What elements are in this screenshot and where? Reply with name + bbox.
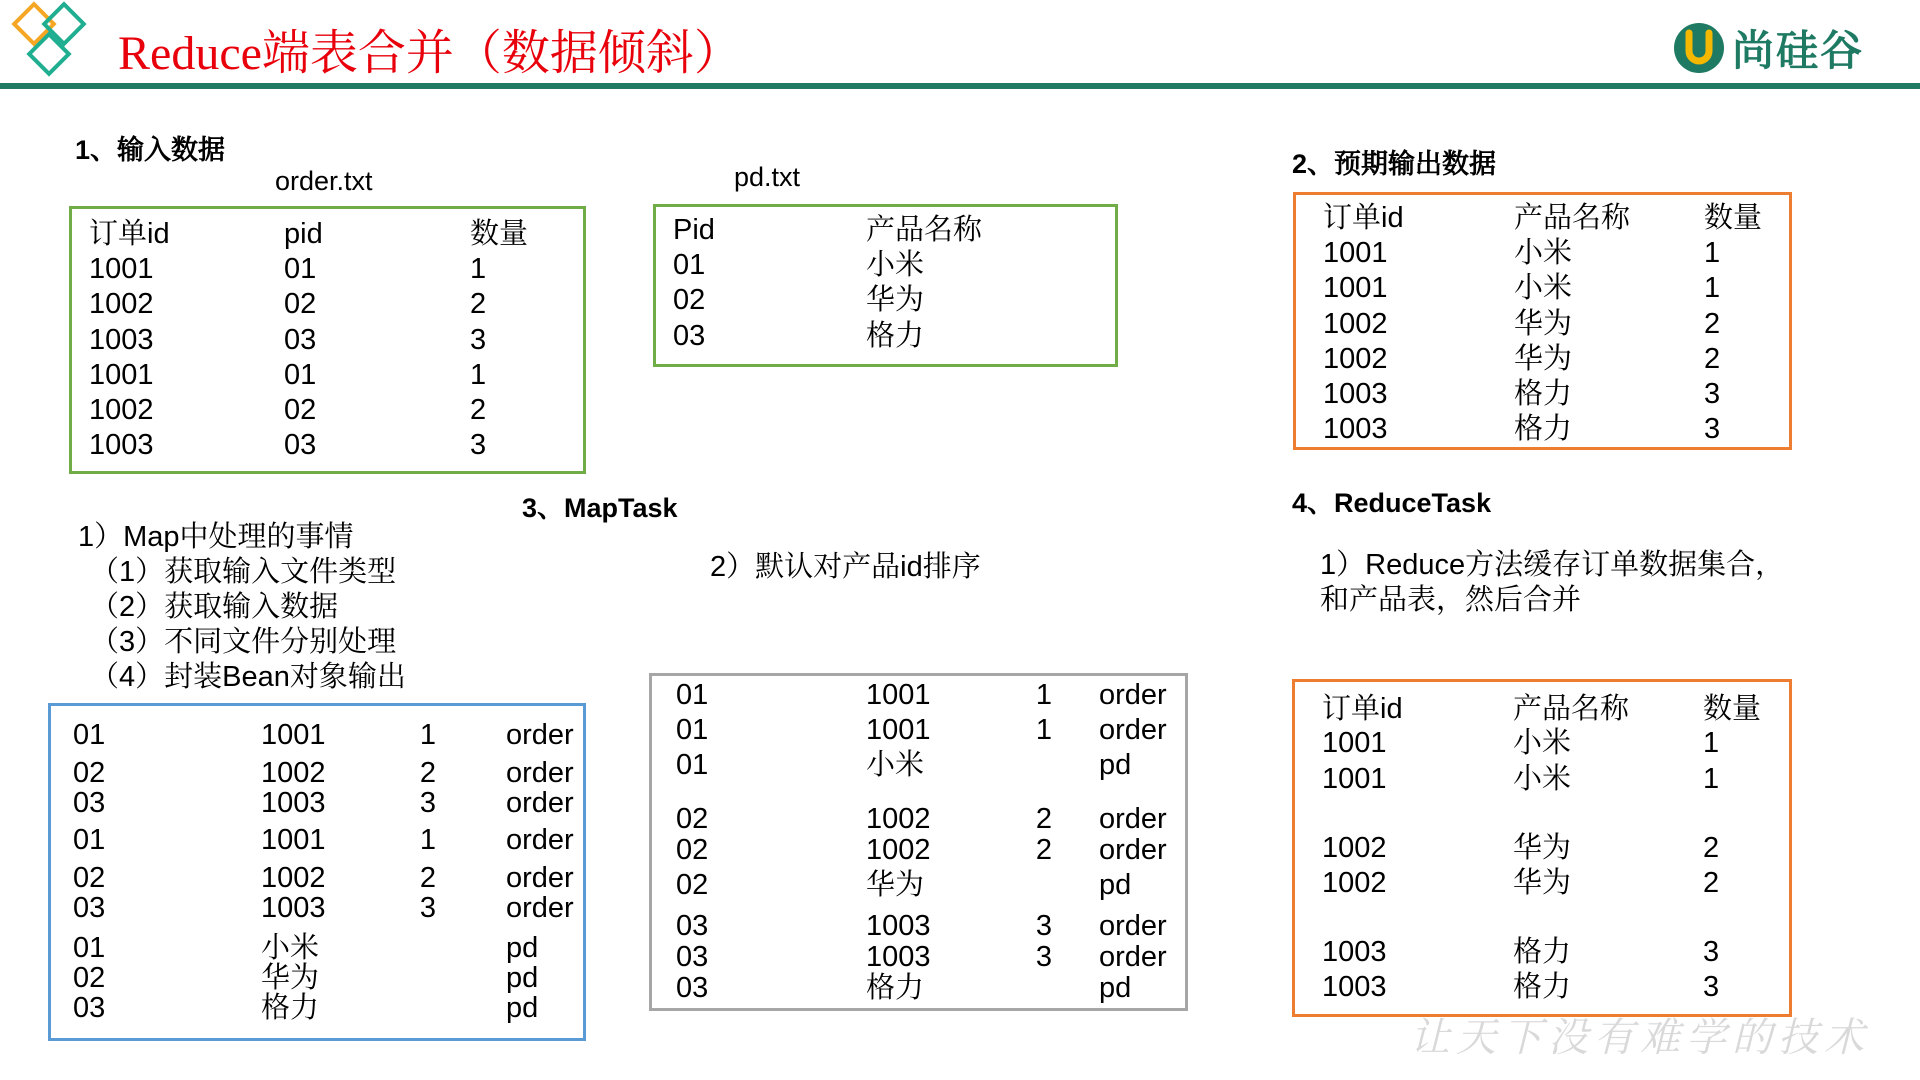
pd-cell-r2-c0: 02 bbox=[673, 284, 706, 317]
sorted-cell-r3-c2: 2 bbox=[1035, 803, 1052, 835]
map-out-cell-r4-c2: 2 bbox=[419, 862, 436, 894]
order-cell-r2-c1: 02 bbox=[284, 288, 317, 321]
map-out-cell-r6-c3: pd bbox=[506, 932, 539, 964]
sorted-cell-r4-c0: 02 bbox=[676, 834, 709, 866]
reduce-cell-r4-c2: 2 bbox=[1703, 867, 1720, 899]
sorted-cell-r0-c3: order bbox=[1099, 679, 1167, 711]
map-out-cell-r5-c3: order bbox=[506, 892, 574, 924]
order-cell-r2-c0: 1002 bbox=[89, 288, 154, 321]
reduce-cell-r1-c1: 小米 bbox=[1513, 727, 1572, 759]
map-output-table bbox=[48, 703, 586, 1041]
reduce-cell-r0-c0: 订单id bbox=[1322, 693, 1403, 725]
expected-cell-r2-c1: 小米 bbox=[1514, 272, 1573, 305]
reduce-cell-r1-c0: 1001 bbox=[1322, 727, 1387, 759]
order-cell-r6-c0: 1003 bbox=[89, 429, 154, 462]
sorted-cell-r4-c1: 1002 bbox=[866, 834, 931, 866]
reduce-cell-r4-c0: 1002 bbox=[1322, 867, 1387, 899]
sorted-cell-r7-c3: order bbox=[1099, 941, 1167, 973]
expected-cell-r4-c2: 2 bbox=[1704, 342, 1721, 375]
reduce-cell-r2-c0: 1001 bbox=[1322, 763, 1387, 795]
sorted-cell-r7-c1: 1003 bbox=[866, 941, 931, 973]
expected-cell-r1-c2: 1 bbox=[1704, 237, 1721, 270]
map-out-cell-r8-c0: 03 bbox=[73, 992, 106, 1024]
order-cell-r2-c2: 2 bbox=[470, 288, 487, 321]
order-cell-r5-c0: 1002 bbox=[89, 394, 154, 426]
expected-cell-r4-c1: 华为 bbox=[1514, 342, 1573, 375]
page-title: Reduce端表合并（数据倾斜） bbox=[118, 27, 742, 80]
order-cell-r5-c1: 02 bbox=[284, 394, 317, 426]
order-cell-r4-c1: 01 bbox=[284, 358, 317, 391]
sorted-cell-r6-c1: 1003 bbox=[866, 910, 931, 942]
map-out-cell-r7-c3: pd bbox=[506, 962, 539, 994]
sorted-cell-r3-c1: 1002 bbox=[866, 803, 931, 835]
order-cell-r0-c2: 数量 bbox=[470, 218, 529, 250]
pd-cell-r2-c1: 华为 bbox=[866, 284, 925, 317]
sorted-cell-r7-c2: 3 bbox=[1035, 941, 1052, 973]
pd-cell-r1-c1: 小米 bbox=[866, 249, 925, 282]
expected-cell-r5-c1: 格力 bbox=[1514, 378, 1573, 410]
sorted-cell-r1-c3: order bbox=[1099, 714, 1167, 746]
sorted-cell-r2-c1: 小米 bbox=[866, 749, 925, 781]
sorted-cell-r0-c0: 01 bbox=[676, 679, 709, 711]
maptask-heading: 3、MapTask bbox=[522, 493, 678, 523]
pd-cell-r0-c1: 产品名称 bbox=[866, 214, 983, 246]
sorted-cell-r8-c1: 格力 bbox=[866, 972, 925, 1004]
expected-cell-r3-c0: 1002 bbox=[1323, 307, 1388, 340]
reduce-cell-r5-c2: 3 bbox=[1703, 936, 1720, 968]
watermark-text: 让天下没有难学的技术 bbox=[1410, 1015, 1870, 1061]
map-step-3: （3）不同文件分别处理 bbox=[90, 626, 397, 658]
map-step-1: （1）获取输入文件类型 bbox=[90, 556, 397, 588]
input-data-heading: 1、输入数据 bbox=[75, 135, 226, 165]
expected-output-table bbox=[1293, 192, 1792, 450]
reduce-cell-r2-c1: 小米 bbox=[1513, 763, 1572, 795]
expected-cell-r2-c2: 1 bbox=[1704, 272, 1721, 305]
sorted-cell-r7-c0: 03 bbox=[676, 941, 709, 973]
reduce-cell-r6-c1: 格力 bbox=[1513, 971, 1572, 1003]
reduce-cell-r1-c2: 1 bbox=[1703, 727, 1720, 759]
expected-cell-r4-c0: 1002 bbox=[1323, 342, 1388, 375]
map-step-4: （4）封装Bean对象输出 bbox=[90, 661, 406, 693]
sorted-cell-r5-c1: 华为 bbox=[866, 869, 925, 901]
order-cell-r0-c0: 订单id bbox=[89, 218, 170, 250]
reduce-cell-r6-c2: 3 bbox=[1703, 971, 1720, 1003]
sorted-cell-r3-c3: order bbox=[1099, 803, 1167, 835]
map-out-cell-r3-c0: 01 bbox=[73, 824, 106, 856]
map-out-cell-r3-c3: order bbox=[506, 824, 574, 856]
map-out-cell-r2-c2: 3 bbox=[419, 787, 436, 819]
sorted-cell-r4-c3: order bbox=[1099, 834, 1167, 866]
map-out-cell-r4-c1: 1002 bbox=[261, 862, 326, 894]
expected-cell-r0-c0: 订单id bbox=[1323, 202, 1404, 234]
sorted-output-table bbox=[649, 673, 1188, 1011]
expected-cell-r0-c2: 数量 bbox=[1704, 202, 1763, 234]
reducetask-heading: 4、ReduceTask bbox=[1292, 488, 1492, 518]
expected-output-heading: 2、预期输出数据 bbox=[1292, 149, 1497, 179]
map-out-cell-r3-c1: 1001 bbox=[261, 824, 326, 856]
expected-cell-r6-c0: 1003 bbox=[1323, 413, 1388, 446]
sorted-cell-r0-c2: 1 bbox=[1035, 679, 1052, 711]
reduce-cell-r0-c1: 产品名称 bbox=[1513, 693, 1630, 725]
reduce-cell-r5-c1: 格力 bbox=[1513, 936, 1572, 968]
brand-logo bbox=[1672, 18, 1864, 78]
order-cell-r3-c1: 03 bbox=[284, 323, 317, 356]
sorted-cell-r1-c1: 1001 bbox=[866, 714, 931, 746]
map-out-cell-r1-c0: 02 bbox=[73, 757, 106, 789]
map-out-cell-r0-c2: 1 bbox=[419, 719, 436, 751]
order-file-caption: order.txt bbox=[275, 166, 373, 196]
expected-cell-r3-c1: 华为 bbox=[1514, 307, 1573, 340]
order-cell-r1-c1: 01 bbox=[284, 253, 317, 286]
sorted-cell-r6-c3: order bbox=[1099, 910, 1167, 942]
sort-note: 2）默认对产品id排序 bbox=[710, 551, 981, 583]
expected-cell-r5-c2: 3 bbox=[1704, 378, 1721, 410]
expected-cell-r6-c1: 格力 bbox=[1514, 413, 1573, 446]
map-out-cell-r0-c0: 01 bbox=[73, 719, 106, 751]
reduce-cell-r5-c0: 1003 bbox=[1322, 936, 1387, 968]
pd-file-caption: pd.txt bbox=[734, 162, 801, 192]
map-out-cell-r8-c1: 格力 bbox=[261, 992, 320, 1024]
sorted-cell-r1-c0: 01 bbox=[676, 714, 709, 746]
reduce-output-table bbox=[1292, 679, 1792, 1017]
map-process-title: 1）Map中处理的事情 bbox=[78, 521, 354, 553]
sorted-cell-r6-c0: 03 bbox=[676, 910, 709, 942]
sorted-cell-r5-c3: pd bbox=[1099, 869, 1132, 901]
reduce-cell-r4-c1: 华为 bbox=[1513, 867, 1572, 899]
order-cell-r5-c2: 2 bbox=[470, 394, 487, 426]
sorted-cell-r5-c0: 02 bbox=[676, 869, 709, 901]
expected-cell-r3-c2: 2 bbox=[1704, 307, 1721, 340]
expected-cell-r6-c2: 3 bbox=[1704, 413, 1721, 446]
order-cell-r4-c2: 1 bbox=[470, 358, 487, 391]
map-out-cell-r0-c3: order bbox=[506, 719, 574, 751]
reduce-cell-r2-c2: 1 bbox=[1703, 763, 1720, 795]
map-out-cell-r6-c0: 01 bbox=[73, 932, 106, 964]
pd-cell-r3-c1: 格力 bbox=[866, 319, 925, 352]
expected-cell-r1-c0: 1001 bbox=[1323, 237, 1388, 270]
pd-table bbox=[653, 204, 1118, 367]
sorted-cell-r8-c0: 03 bbox=[676, 972, 709, 1004]
diamond-logo-icon bbox=[6, 0, 106, 90]
map-out-cell-r8-c3: pd bbox=[506, 992, 539, 1024]
brand-name: 尚硅谷 bbox=[1732, 26, 1865, 75]
map-out-cell-r2-c3: order bbox=[506, 787, 574, 819]
sorted-cell-r3-c0: 02 bbox=[676, 803, 709, 835]
order-cell-r3-c2: 3 bbox=[470, 323, 487, 356]
pd-cell-r3-c0: 03 bbox=[673, 319, 706, 352]
map-out-cell-r6-c1: 小米 bbox=[261, 932, 320, 964]
reduce-note-line-1: 1）Reduce方法缓存订单数据集合， bbox=[1320, 549, 1785, 581]
sorted-cell-r1-c2: 1 bbox=[1035, 714, 1052, 746]
expected-cell-r5-c0: 1003 bbox=[1323, 378, 1388, 410]
sorted-cell-r2-c0: 01 bbox=[676, 749, 709, 781]
sorted-cell-r6-c2: 3 bbox=[1035, 910, 1052, 942]
order-table bbox=[69, 206, 586, 474]
map-out-cell-r7-c0: 02 bbox=[73, 962, 106, 994]
map-out-cell-r1-c1: 1002 bbox=[261, 757, 326, 789]
map-out-cell-r1-c3: order bbox=[506, 757, 574, 789]
sorted-cell-r4-c2: 2 bbox=[1035, 834, 1052, 866]
map-out-cell-r5-c1: 1003 bbox=[261, 892, 326, 924]
order-cell-r6-c1: 03 bbox=[284, 429, 317, 462]
map-out-cell-r2-c0: 03 bbox=[73, 787, 106, 819]
order-cell-r1-c2: 1 bbox=[470, 253, 487, 286]
order-cell-r3-c0: 1003 bbox=[89, 323, 154, 356]
order-cell-r1-c0: 1001 bbox=[89, 253, 154, 286]
expected-cell-r2-c0: 1001 bbox=[1323, 272, 1388, 305]
map-out-cell-r7-c1: 华为 bbox=[261, 962, 320, 994]
reduce-cell-r3-c1: 华为 bbox=[1513, 832, 1572, 864]
sorted-cell-r2-c3: pd bbox=[1099, 749, 1132, 781]
map-out-cell-r1-c2: 2 bbox=[419, 757, 436, 789]
pd-cell-r1-c0: 01 bbox=[673, 249, 706, 282]
map-out-cell-r5-c0: 03 bbox=[73, 892, 106, 924]
reduce-cell-r3-c2: 2 bbox=[1703, 832, 1720, 864]
map-out-cell-r4-c3: order bbox=[506, 862, 574, 894]
map-out-cell-r5-c2: 3 bbox=[419, 892, 436, 924]
reduce-note-line-2: 和产品表，然后合并 bbox=[1320, 584, 1582, 616]
map-out-cell-r0-c1: 1001 bbox=[261, 719, 326, 751]
sorted-cell-r8-c3: pd bbox=[1099, 972, 1132, 1004]
expected-cell-r0-c1: 产品名称 bbox=[1514, 202, 1631, 234]
map-out-cell-r4-c0: 02 bbox=[73, 862, 106, 894]
order-cell-r6-c2: 3 bbox=[470, 429, 487, 462]
header-divider bbox=[0, 83, 1920, 89]
order-cell-r0-c1: pid bbox=[284, 218, 323, 250]
reduce-cell-r6-c0: 1003 bbox=[1322, 971, 1387, 1003]
reduce-cell-r0-c2: 数量 bbox=[1703, 693, 1762, 725]
pd-cell-r0-c0: Pid bbox=[673, 214, 715, 246]
sorted-cell-r0-c1: 1001 bbox=[866, 679, 931, 711]
map-out-cell-r3-c2: 1 bbox=[419, 824, 436, 856]
map-out-cell-r2-c1: 1003 bbox=[261, 787, 326, 819]
order-cell-r4-c0: 1001 bbox=[89, 358, 154, 391]
brand-u-icon bbox=[1672, 21, 1726, 75]
expected-cell-r1-c1: 小米 bbox=[1514, 237, 1573, 270]
reduce-cell-r3-c0: 1002 bbox=[1322, 832, 1387, 864]
map-step-2: （2）获取输入数据 bbox=[90, 591, 339, 623]
